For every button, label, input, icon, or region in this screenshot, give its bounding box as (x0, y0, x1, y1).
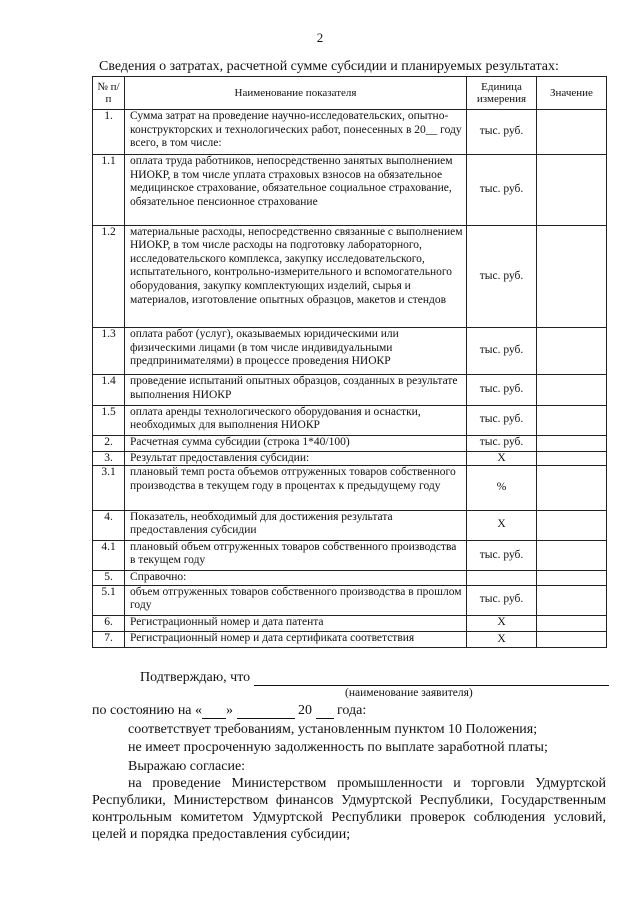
row-name: Сумма затрат на проведение научно-исследовательских, опытно-конструкторских и технологических работ, понесенных в 20__ году всего, в том числе: (125, 110, 467, 155)
row-number: 2. (93, 435, 125, 451)
row-unit: тыс. руб. (467, 110, 537, 155)
row-value[interactable] (537, 615, 607, 631)
row-name: Расчетная сумма субсидии (строка 1*40/100) (125, 435, 467, 451)
row-unit: тыс. руб. (467, 435, 537, 451)
row-unit: X (467, 510, 537, 540)
row-number: 6. (93, 615, 125, 631)
table-row (93, 375, 607, 405)
row-value[interactable] (537, 110, 607, 155)
row-name: объем отгруженных товаров собственного производства в прошлом году (125, 585, 467, 615)
row-name: плановый темп роста объемов отгруженных товаров собственного производства в текущем году в процентах к предыдущему году (125, 466, 467, 510)
row-name: оплата работ (услуг), оказываемых юридическими или физическими лицами (в том числе индивидуальными предпринимателями) в процессе проведения НИОКР (125, 328, 467, 375)
row-number: 7. (93, 631, 125, 647)
table-row (93, 155, 607, 225)
table-row (93, 585, 607, 615)
header-name: Наименование показателя (125, 77, 467, 110)
applicant-caption: (наименование заявителя) (345, 687, 473, 699)
row-value[interactable] (537, 466, 607, 510)
table-row (93, 615, 607, 631)
table-row (93, 225, 607, 328)
row-value[interactable] (537, 435, 607, 451)
table-row (93, 540, 607, 570)
row-number: 1.1 (93, 155, 125, 225)
row-number: 1.2 (93, 225, 125, 328)
row-value[interactable] (537, 405, 607, 435)
row-unit (467, 570, 537, 585)
row-value[interactable] (537, 155, 607, 225)
row-unit: тыс. руб. (467, 405, 537, 435)
row-name: проведение испытаний опытных образцов, созданных в результате выполнения НИОКР (125, 375, 467, 405)
row-name: плановый объем отгруженных товаров собственного производства в текущем году (125, 540, 467, 570)
as-of-date-line (92, 703, 366, 719)
as-of-year-prefix: 20 (298, 703, 313, 718)
table-row (93, 435, 607, 451)
requirements-line: соответствует требованиям, установленным пунктом 10 Положения; (128, 722, 538, 737)
row-value[interactable] (537, 451, 607, 466)
table-row (93, 510, 607, 540)
row-unit: тыс. руб. (467, 540, 537, 570)
as-of-suffix: года: (337, 703, 367, 718)
row-unit: тыс. руб. (467, 225, 537, 328)
page-number: 2 (316, 30, 324, 45)
costs-table (92, 76, 607, 648)
row-number: 1.4 (93, 375, 125, 405)
row-value[interactable] (537, 375, 607, 405)
row-number: 1.5 (93, 405, 125, 435)
header-unit: Единица измерения (467, 77, 537, 110)
row-unit: тыс. руб. (467, 155, 537, 225)
row-unit: X (467, 451, 537, 466)
consent-line: Выражаю согласие: (128, 759, 246, 774)
as-of-prefix: по состоянию на « (92, 703, 203, 718)
row-number: 5. (93, 570, 125, 585)
section-heading: Сведения о затратах, расчетной сумме субсидии и планируемых результатах: (99, 59, 559, 74)
no-debt-line: не имеет просроченную задолженность по выплате заработной платы; (128, 740, 548, 755)
row-value[interactable] (537, 225, 607, 328)
row-value[interactable] (537, 540, 607, 570)
row-unit: % (467, 466, 537, 510)
row-number: 4. (93, 510, 125, 540)
row-unit: X (467, 631, 537, 647)
table-row (93, 110, 607, 155)
row-unit: X (467, 615, 537, 631)
row-number: 1. (93, 110, 125, 155)
row-value[interactable] (537, 510, 607, 540)
row-name: оплата аренды технологического оборудования и оснастки, необходимых для выполнения НИОКР (125, 405, 467, 435)
row-number: 5.1 (93, 585, 125, 615)
row-name: Регистрационный номер и дата сертификата соответствия (125, 631, 467, 647)
row-value[interactable] (537, 570, 607, 585)
applicant-name-field[interactable] (254, 671, 609, 686)
row-unit: тыс. руб. (467, 375, 537, 405)
table-row (93, 570, 607, 585)
row-name: Результат предоставления субсидии: (125, 451, 467, 466)
as-of-quote-close: » (226, 703, 234, 718)
row-number: 3. (93, 451, 125, 466)
row-name: Регистрационный номер и дата патента (125, 615, 467, 631)
row-name: Показатель, необходимый для достижения результата предоставления субсидии (125, 510, 467, 540)
table-row (93, 466, 607, 510)
row-number: 3.1 (93, 466, 125, 510)
row-unit: тыс. руб. (467, 328, 537, 375)
row-value[interactable] (537, 631, 607, 647)
confirm-line (140, 670, 609, 686)
table-header-row (93, 77, 607, 110)
consent-paragraph: на проведение Министерством промышленности и торговли Удмуртской Республики, Министерством финансов Удмуртской Республики, Государственным контрольным комитетом Удмуртской Республики проверок соблюдения условий, целей и порядка предоставления субсидии; (92, 776, 606, 842)
row-number: 1.3 (93, 328, 125, 375)
row-number: 4.1 (93, 540, 125, 570)
table-row (93, 631, 607, 647)
confirm-lead: Подтверждаю, что (140, 670, 251, 685)
table-row (93, 451, 607, 466)
day-field[interactable] (202, 704, 226, 719)
row-name: материальные расходы, непосредственно связанные с выполнением НИОКР, в том числе расходы на подготовку лабораторного, исследовательского комплекса, закупку исследовательского, испытательного, контрольно-измерительного и вспомогательного оборудования, закупку комплектующих изделий, сырья и материалов, изготовление опытных образцов, макетов и стендов (125, 225, 467, 328)
header-value: Значение (537, 77, 607, 110)
row-name: оплата труда работников, непосредственно занятых выполнением НИОКР, в том числе уплата страховых взносов на обязательное медицинское страхование, обязательное социальное страхование, обязательное пенсионное страхование (125, 155, 467, 225)
month-field[interactable] (237, 704, 295, 719)
table-row (93, 328, 607, 375)
row-value[interactable] (537, 328, 607, 375)
row-value[interactable] (537, 585, 607, 615)
row-name: Справочно: (125, 570, 467, 585)
table-row (93, 405, 607, 435)
year-field[interactable] (316, 704, 334, 719)
header-num: № п/п (93, 77, 125, 110)
row-unit: тыс. руб. (467, 585, 537, 615)
